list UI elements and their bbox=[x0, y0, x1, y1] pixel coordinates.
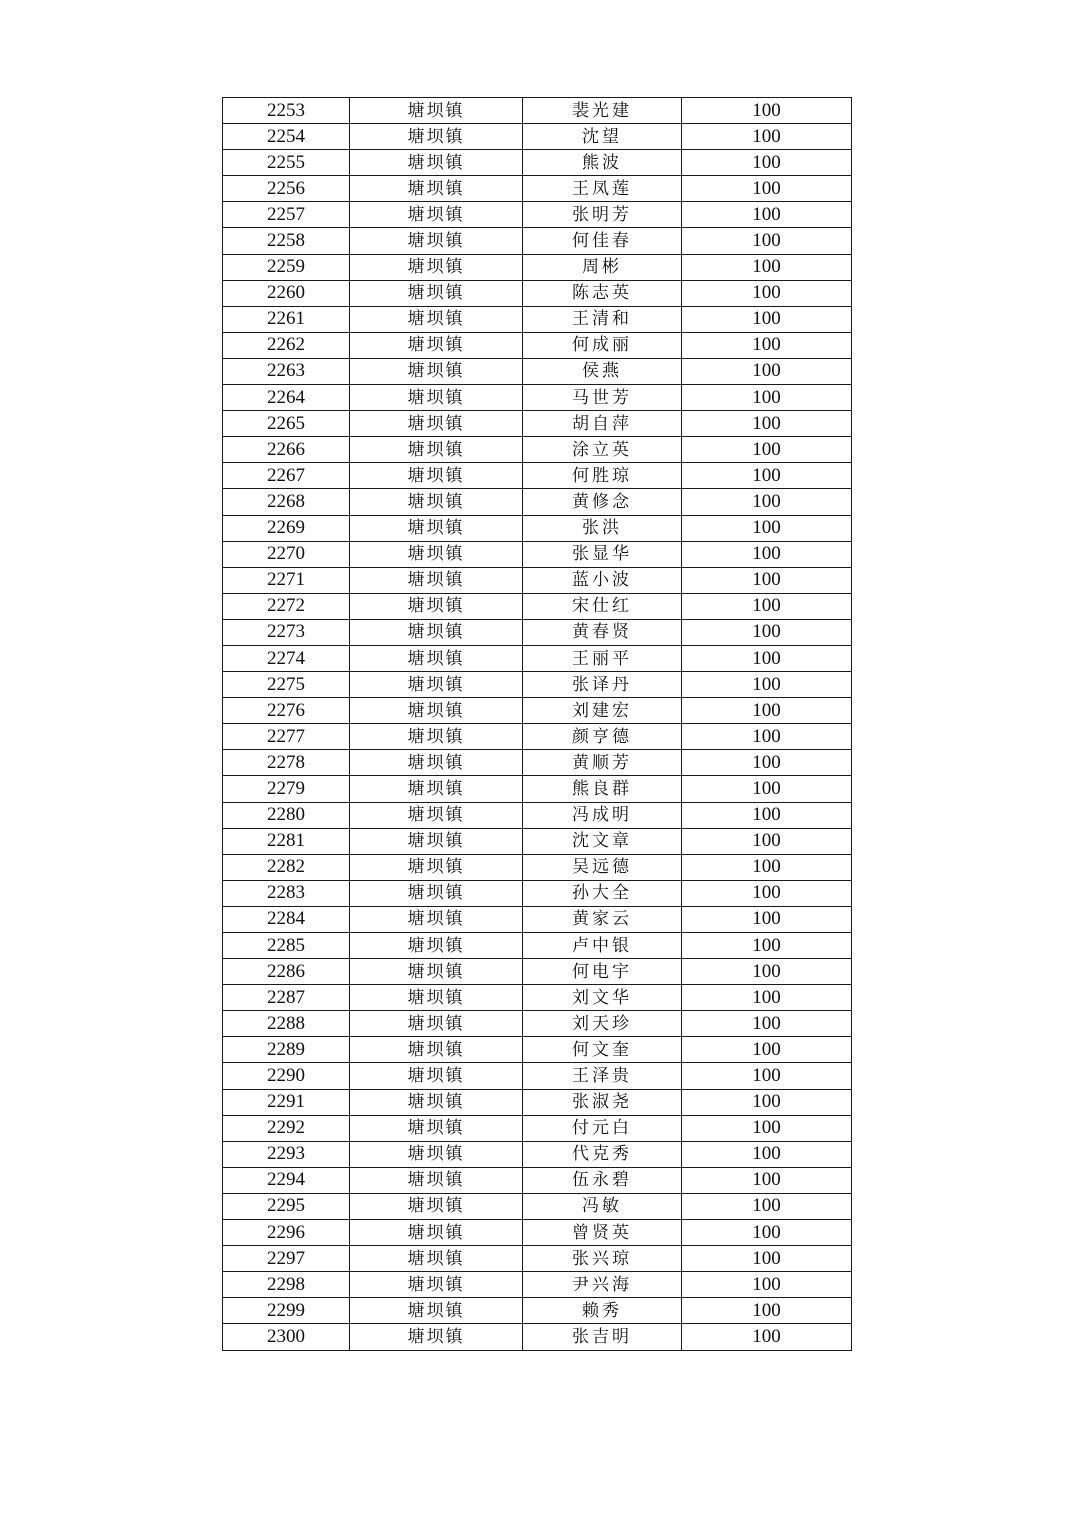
amount-cell: 100 bbox=[682, 1246, 852, 1272]
table-row bbox=[223, 385, 852, 411]
town-cell: 塘坝镇 bbox=[350, 672, 523, 698]
amount-cell: 100 bbox=[682, 880, 852, 906]
amount-cell: 100 bbox=[682, 985, 852, 1011]
row-number-cell: 2291 bbox=[223, 1089, 350, 1115]
table-row bbox=[223, 1246, 852, 1272]
person-name-cell: 卢中银 bbox=[523, 933, 682, 959]
table-row bbox=[223, 1141, 852, 1167]
town-cell: 塘坝镇 bbox=[350, 254, 523, 280]
town-cell: 塘坝镇 bbox=[350, 1141, 523, 1167]
row-number-cell: 2286 bbox=[223, 959, 350, 985]
person-name-cell: 裴光建 bbox=[523, 98, 682, 124]
town-cell: 塘坝镇 bbox=[350, 698, 523, 724]
table-row bbox=[223, 880, 852, 906]
amount-cell: 100 bbox=[682, 959, 852, 985]
person-name-cell: 黄家云 bbox=[523, 906, 682, 932]
town-cell: 塘坝镇 bbox=[350, 1272, 523, 1298]
row-number-cell: 2277 bbox=[223, 724, 350, 750]
table-row bbox=[223, 1220, 852, 1246]
amount-cell: 100 bbox=[682, 750, 852, 776]
amount-cell: 100 bbox=[682, 150, 852, 176]
row-number-cell: 2255 bbox=[223, 150, 350, 176]
table-row bbox=[223, 1167, 852, 1193]
person-name-cell: 王凤莲 bbox=[523, 176, 682, 202]
town-cell: 塘坝镇 bbox=[350, 828, 523, 854]
amount-cell: 100 bbox=[682, 489, 852, 515]
row-number-cell: 2283 bbox=[223, 880, 350, 906]
town-cell: 塘坝镇 bbox=[350, 150, 523, 176]
person-name-cell: 黄顺芳 bbox=[523, 750, 682, 776]
person-name-cell: 代克秀 bbox=[523, 1141, 682, 1167]
town-cell: 塘坝镇 bbox=[350, 1011, 523, 1037]
row-number-cell: 2292 bbox=[223, 1115, 350, 1141]
person-name-cell: 冯敏 bbox=[523, 1193, 682, 1219]
person-name-cell: 付元白 bbox=[523, 1115, 682, 1141]
table-row bbox=[223, 985, 852, 1011]
row-number-cell: 2293 bbox=[223, 1141, 350, 1167]
table-row bbox=[223, 854, 852, 880]
row-number-cell: 2281 bbox=[223, 828, 350, 854]
table-row bbox=[223, 1324, 852, 1350]
town-cell: 塘坝镇 bbox=[350, 1037, 523, 1063]
town-cell: 塘坝镇 bbox=[350, 1324, 523, 1350]
amount-cell: 100 bbox=[682, 933, 852, 959]
amount-cell: 100 bbox=[682, 280, 852, 306]
table-row bbox=[223, 332, 852, 358]
table-row bbox=[223, 437, 852, 463]
row-number-cell: 2300 bbox=[223, 1324, 350, 1350]
town-cell: 塘坝镇 bbox=[350, 280, 523, 306]
table-row bbox=[223, 541, 852, 567]
amount-cell: 100 bbox=[682, 828, 852, 854]
table-row bbox=[223, 933, 852, 959]
row-number-cell: 2270 bbox=[223, 541, 350, 567]
town-cell: 塘坝镇 bbox=[350, 411, 523, 437]
person-name-cell: 熊良群 bbox=[523, 776, 682, 802]
person-name-cell: 颜亨德 bbox=[523, 724, 682, 750]
row-number-cell: 2285 bbox=[223, 933, 350, 959]
table-row bbox=[223, 1115, 852, 1141]
amount-cell: 100 bbox=[682, 1063, 852, 1089]
amount-cell: 100 bbox=[682, 463, 852, 489]
amount-cell: 100 bbox=[682, 176, 852, 202]
person-name-cell: 张吉明 bbox=[523, 1324, 682, 1350]
person-name-cell: 冯成明 bbox=[523, 802, 682, 828]
person-name-cell: 沈文章 bbox=[523, 828, 682, 854]
row-number-cell: 2299 bbox=[223, 1298, 350, 1324]
person-name-cell: 涂立英 bbox=[523, 437, 682, 463]
row-number-cell: 2265 bbox=[223, 411, 350, 437]
row-number-cell: 2264 bbox=[223, 385, 350, 411]
amount-cell: 100 bbox=[682, 358, 852, 384]
row-number-cell: 2262 bbox=[223, 332, 350, 358]
table-row bbox=[223, 411, 852, 437]
row-number-cell: 2274 bbox=[223, 645, 350, 671]
amount-cell: 100 bbox=[682, 724, 852, 750]
table-row bbox=[223, 802, 852, 828]
town-cell: 塘坝镇 bbox=[350, 1089, 523, 1115]
table-row bbox=[223, 1011, 852, 1037]
amount-cell: 100 bbox=[682, 672, 852, 698]
table-row bbox=[223, 698, 852, 724]
town-cell: 塘坝镇 bbox=[350, 98, 523, 124]
amount-cell: 100 bbox=[682, 1037, 852, 1063]
town-cell: 塘坝镇 bbox=[350, 541, 523, 567]
town-cell: 塘坝镇 bbox=[350, 1246, 523, 1272]
row-number-cell: 2280 bbox=[223, 802, 350, 828]
row-number-cell: 2295 bbox=[223, 1193, 350, 1219]
row-number-cell: 2273 bbox=[223, 619, 350, 645]
row-number-cell: 2268 bbox=[223, 489, 350, 515]
amount-cell: 100 bbox=[682, 515, 852, 541]
person-name-cell: 刘文华 bbox=[523, 985, 682, 1011]
town-cell: 塘坝镇 bbox=[350, 437, 523, 463]
table-row bbox=[223, 750, 852, 776]
person-name-cell: 刘天珍 bbox=[523, 1011, 682, 1037]
person-name-cell: 曾贤英 bbox=[523, 1220, 682, 1246]
person-name-cell: 周彬 bbox=[523, 254, 682, 280]
town-cell: 塘坝镇 bbox=[350, 124, 523, 150]
person-name-cell: 何成丽 bbox=[523, 332, 682, 358]
amount-cell: 100 bbox=[682, 1141, 852, 1167]
amount-cell: 100 bbox=[682, 1272, 852, 1298]
row-number-cell: 2266 bbox=[223, 437, 350, 463]
row-number-cell: 2263 bbox=[223, 358, 350, 384]
person-name-cell: 陈志英 bbox=[523, 280, 682, 306]
town-cell: 塘坝镇 bbox=[350, 802, 523, 828]
town-cell: 塘坝镇 bbox=[350, 332, 523, 358]
row-number-cell: 2276 bbox=[223, 698, 350, 724]
town-cell: 塘坝镇 bbox=[350, 385, 523, 411]
person-name-cell: 黄春贤 bbox=[523, 619, 682, 645]
person-name-cell: 何佳春 bbox=[523, 228, 682, 254]
amount-cell: 100 bbox=[682, 332, 852, 358]
row-number-cell: 2260 bbox=[223, 280, 350, 306]
town-cell: 塘坝镇 bbox=[350, 1220, 523, 1246]
row-number-cell: 2256 bbox=[223, 176, 350, 202]
row-number-cell: 2294 bbox=[223, 1167, 350, 1193]
amount-cell: 100 bbox=[682, 1115, 852, 1141]
person-name-cell: 张译丹 bbox=[523, 672, 682, 698]
amount-cell: 100 bbox=[682, 1167, 852, 1193]
amount-cell: 100 bbox=[682, 698, 852, 724]
person-name-cell: 蓝小波 bbox=[523, 567, 682, 593]
town-cell: 塘坝镇 bbox=[350, 776, 523, 802]
table-row bbox=[223, 619, 852, 645]
person-name-cell: 吴远德 bbox=[523, 854, 682, 880]
table-row bbox=[223, 1063, 852, 1089]
row-number-cell: 2282 bbox=[223, 854, 350, 880]
amount-cell: 100 bbox=[682, 254, 852, 280]
person-name-cell: 尹兴海 bbox=[523, 1272, 682, 1298]
amount-cell: 100 bbox=[682, 645, 852, 671]
amount-cell: 100 bbox=[682, 98, 852, 124]
person-name-cell: 马世芳 bbox=[523, 385, 682, 411]
person-name-cell: 张显华 bbox=[523, 541, 682, 567]
table-row bbox=[223, 489, 852, 515]
town-cell: 塘坝镇 bbox=[350, 959, 523, 985]
row-number-cell: 2257 bbox=[223, 202, 350, 228]
amount-cell: 100 bbox=[682, 776, 852, 802]
row-number-cell: 2253 bbox=[223, 98, 350, 124]
table-row bbox=[223, 515, 852, 541]
amount-cell: 100 bbox=[682, 228, 852, 254]
row-number-cell: 2297 bbox=[223, 1246, 350, 1272]
amount-cell: 100 bbox=[682, 385, 852, 411]
amount-cell: 100 bbox=[682, 1011, 852, 1037]
amount-cell: 100 bbox=[682, 1324, 852, 1350]
row-number-cell: 2254 bbox=[223, 124, 350, 150]
town-cell: 塘坝镇 bbox=[350, 1167, 523, 1193]
table-row bbox=[223, 98, 852, 124]
table-row bbox=[223, 1272, 852, 1298]
row-number-cell: 2261 bbox=[223, 306, 350, 332]
amount-cell: 100 bbox=[682, 1298, 852, 1324]
table-row bbox=[223, 280, 852, 306]
table-row bbox=[223, 672, 852, 698]
row-number-cell: 2271 bbox=[223, 567, 350, 593]
person-name-cell: 胡自萍 bbox=[523, 411, 682, 437]
row-number-cell: 2287 bbox=[223, 985, 350, 1011]
row-number-cell: 2275 bbox=[223, 672, 350, 698]
row-number-cell: 2288 bbox=[223, 1011, 350, 1037]
amount-cell: 100 bbox=[682, 1220, 852, 1246]
table-row bbox=[223, 567, 852, 593]
row-number-cell: 2289 bbox=[223, 1037, 350, 1063]
table-row bbox=[223, 358, 852, 384]
town-cell: 塘坝镇 bbox=[350, 880, 523, 906]
person-name-cell: 宋仕红 bbox=[523, 593, 682, 619]
town-cell: 塘坝镇 bbox=[350, 176, 523, 202]
town-cell: 塘坝镇 bbox=[350, 1193, 523, 1219]
table-row bbox=[223, 959, 852, 985]
table-row bbox=[223, 124, 852, 150]
row-number-cell: 2296 bbox=[223, 1220, 350, 1246]
person-name-cell: 熊波 bbox=[523, 150, 682, 176]
row-number-cell: 2269 bbox=[223, 515, 350, 541]
amount-cell: 100 bbox=[682, 906, 852, 932]
amount-cell: 100 bbox=[682, 802, 852, 828]
subsidy-list-table bbox=[222, 97, 852, 1351]
town-cell: 塘坝镇 bbox=[350, 750, 523, 776]
person-name-cell: 沈望 bbox=[523, 124, 682, 150]
amount-cell: 100 bbox=[682, 306, 852, 332]
row-number-cell: 2278 bbox=[223, 750, 350, 776]
amount-cell: 100 bbox=[682, 1089, 852, 1115]
person-name-cell: 黄修念 bbox=[523, 489, 682, 515]
town-cell: 塘坝镇 bbox=[350, 906, 523, 932]
table-body bbox=[223, 98, 852, 1351]
row-number-cell: 2298 bbox=[223, 1272, 350, 1298]
person-name-cell: 王丽平 bbox=[523, 645, 682, 671]
amount-cell: 100 bbox=[682, 124, 852, 150]
town-cell: 塘坝镇 bbox=[350, 724, 523, 750]
town-cell: 塘坝镇 bbox=[350, 619, 523, 645]
table-row bbox=[223, 1298, 852, 1324]
town-cell: 塘坝镇 bbox=[350, 933, 523, 959]
table-row bbox=[223, 906, 852, 932]
amount-cell: 100 bbox=[682, 202, 852, 228]
person-name-cell: 张淑尧 bbox=[523, 1089, 682, 1115]
town-cell: 塘坝镇 bbox=[350, 645, 523, 671]
table-row bbox=[223, 463, 852, 489]
person-name-cell: 王泽贵 bbox=[523, 1063, 682, 1089]
town-cell: 塘坝镇 bbox=[350, 1115, 523, 1141]
town-cell: 塘坝镇 bbox=[350, 593, 523, 619]
table-row bbox=[223, 228, 852, 254]
amount-cell: 100 bbox=[682, 854, 852, 880]
table-row bbox=[223, 176, 852, 202]
person-name-cell: 王清和 bbox=[523, 306, 682, 332]
table-row bbox=[223, 1089, 852, 1115]
row-number-cell: 2272 bbox=[223, 593, 350, 619]
town-cell: 塘坝镇 bbox=[350, 228, 523, 254]
table-row bbox=[223, 593, 852, 619]
table-row bbox=[223, 724, 852, 750]
person-name-cell: 赖秀 bbox=[523, 1298, 682, 1324]
table-row bbox=[223, 828, 852, 854]
table-row bbox=[223, 645, 852, 671]
town-cell: 塘坝镇 bbox=[350, 358, 523, 384]
table-row bbox=[223, 1193, 852, 1219]
table-row bbox=[223, 254, 852, 280]
amount-cell: 100 bbox=[682, 541, 852, 567]
table-row bbox=[223, 150, 852, 176]
table-row bbox=[223, 1037, 852, 1063]
amount-cell: 100 bbox=[682, 1193, 852, 1219]
amount-cell: 100 bbox=[682, 437, 852, 463]
person-name-cell: 张明芳 bbox=[523, 202, 682, 228]
row-number-cell: 2267 bbox=[223, 463, 350, 489]
town-cell: 塘坝镇 bbox=[350, 463, 523, 489]
person-name-cell: 伍永碧 bbox=[523, 1167, 682, 1193]
person-name-cell: 孙大全 bbox=[523, 880, 682, 906]
amount-cell: 100 bbox=[682, 567, 852, 593]
town-cell: 塘坝镇 bbox=[350, 489, 523, 515]
town-cell: 塘坝镇 bbox=[350, 515, 523, 541]
row-number-cell: 2284 bbox=[223, 906, 350, 932]
row-number-cell: 2279 bbox=[223, 776, 350, 802]
town-cell: 塘坝镇 bbox=[350, 1063, 523, 1089]
person-name-cell: 张洪 bbox=[523, 515, 682, 541]
town-cell: 塘坝镇 bbox=[350, 854, 523, 880]
town-cell: 塘坝镇 bbox=[350, 567, 523, 593]
amount-cell: 100 bbox=[682, 593, 852, 619]
row-number-cell: 2258 bbox=[223, 228, 350, 254]
town-cell: 塘坝镇 bbox=[350, 202, 523, 228]
person-name-cell: 何胜琼 bbox=[523, 463, 682, 489]
table-row bbox=[223, 306, 852, 332]
row-number-cell: 2259 bbox=[223, 254, 350, 280]
town-cell: 塘坝镇 bbox=[350, 985, 523, 1011]
town-cell: 塘坝镇 bbox=[350, 1298, 523, 1324]
person-name-cell: 刘建宏 bbox=[523, 698, 682, 724]
person-name-cell: 何文奎 bbox=[523, 1037, 682, 1063]
table-row bbox=[223, 202, 852, 228]
person-name-cell: 张兴琼 bbox=[523, 1246, 682, 1272]
amount-cell: 100 bbox=[682, 619, 852, 645]
amount-cell: 100 bbox=[682, 411, 852, 437]
town-cell: 塘坝镇 bbox=[350, 306, 523, 332]
table-row bbox=[223, 776, 852, 802]
person-name-cell: 何电宇 bbox=[523, 959, 682, 985]
row-number-cell: 2290 bbox=[223, 1063, 350, 1089]
person-name-cell: 侯燕 bbox=[523, 358, 682, 384]
